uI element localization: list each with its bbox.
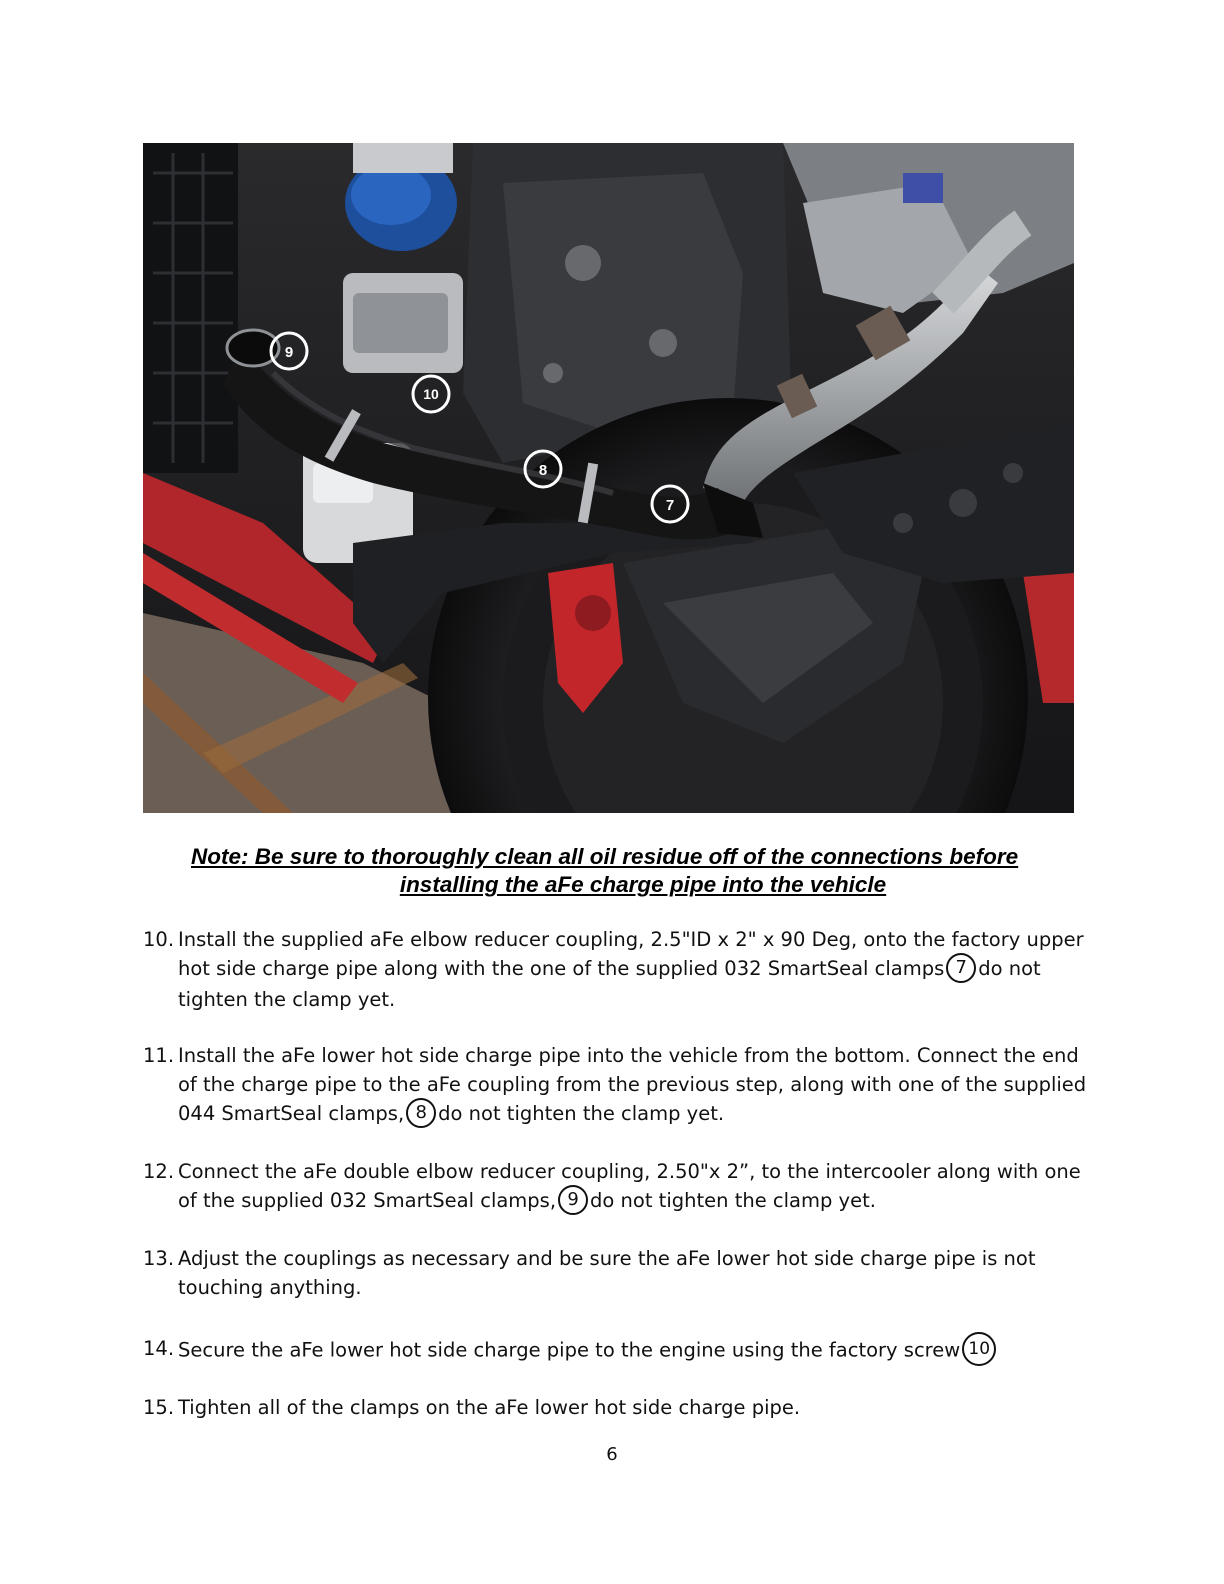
step-number: 11.	[143, 1044, 175, 1067]
callout-ref-8: 8	[406, 1098, 436, 1128]
step-number: 12.	[143, 1160, 175, 1183]
callout-ref-10: 10	[962, 1332, 996, 1366]
callout-ref-9: 9	[558, 1185, 588, 1215]
step-text-continued: do not tighten the clamp yet.	[438, 1102, 725, 1125]
step-text: Secure the aFe lower hot side charge pipe to the engine using the factory screw	[178, 1338, 961, 1362]
step-number: 14.	[143, 1337, 175, 1360]
step-text-continued: do not tighten the clamp yet.	[178, 957, 1041, 1011]
step-text: Install the aFe lower hot side charge pipe into the vehicle from the bottom. Connect the end of the charge pipe to the aFe coupling from the previous step, along with one of the supplied 044 SmartSeal clamps,	[178, 1044, 1087, 1125]
callout-ref-7: 7	[946, 953, 976, 983]
step-text: Connect the aFe double elbow reducer coupling, 2.50"x 2”, to the intercooler along with one of the supplied 032 SmartSeal clamps,	[178, 1160, 1081, 1212]
cleaning-note	[143, 843, 1143, 899]
instruction-steps	[143, 925, 1088, 1422]
photo-illustration	[143, 143, 1074, 813]
step-text: Install the supplied aFe elbow reducer coupling, 2.5"ID x 2" x 90 Deg, onto the factory upper hot side charge pipe along with the one of the supplied 032 SmartSeal clamps	[178, 928, 1084, 980]
step-13	[143, 1244, 1088, 1302]
step-15	[143, 1393, 1088, 1422]
step-text: Tighten all of the clamps on the aFe lower hot side charge pipe.	[178, 1396, 801, 1419]
step-text: Adjust the couplings as necessary and be sure the aFe lower hot side charge pipe is not touching anything.	[178, 1247, 1036, 1299]
note-line-2: installing the aFe charge pipe into the vehicle	[399, 872, 887, 897]
step-number: 15.	[143, 1396, 175, 1419]
installation-photo	[143, 143, 1074, 813]
step-12	[143, 1157, 1088, 1215]
step-text-continued: do not tighten the clamp yet.	[590, 1189, 876, 1212]
svg-text:7: 7	[665, 497, 675, 514]
svg-text:8: 8	[538, 462, 548, 479]
svg-text:9: 9	[284, 344, 294, 361]
svg-text:10: 10	[423, 386, 439, 402]
note-line-1: Note: Be sure to thoroughly clean all oil residue off of the connections before	[191, 844, 1019, 869]
step-11	[143, 1041, 1088, 1128]
step-14	[143, 1334, 1088, 1363]
step-10	[143, 925, 1088, 1012]
step-number: 10.	[143, 928, 175, 951]
step-number: 13.	[143, 1247, 175, 1270]
page-number: 6	[606, 1444, 618, 1465]
